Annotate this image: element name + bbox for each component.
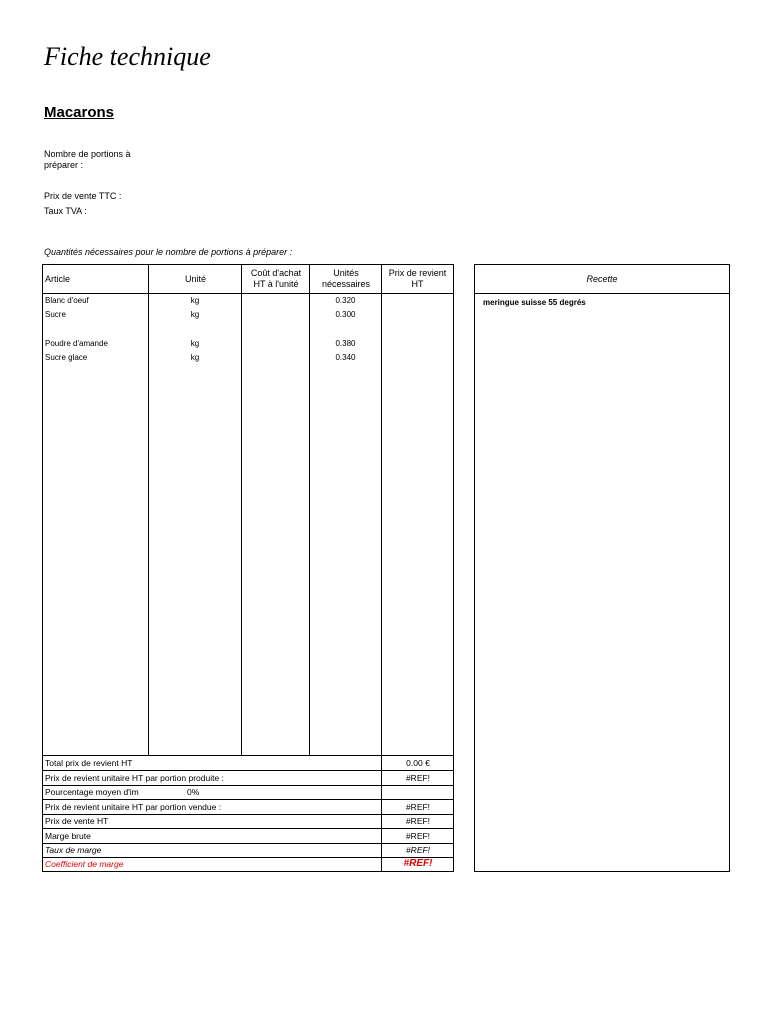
summary-label-unit-cost-produced: Prix de revient unitaire HT par portion produite : bbox=[45, 773, 224, 783]
row-1-article: Blanc d'oeuf bbox=[45, 296, 89, 305]
col-header-unites: Unités nécessaires bbox=[310, 265, 382, 294]
summary-label-prix-vente-ht: Prix de vente HT bbox=[45, 816, 109, 826]
summary-value-prix-vente-ht: #REF! bbox=[405, 816, 431, 826]
recipe-text: meringue suisse 55 degrés bbox=[483, 298, 586, 307]
portions-label-line1: Nombre de portions à bbox=[44, 149, 131, 159]
row-2-qty: 0.300 bbox=[335, 310, 356, 319]
row-4-unite: kg bbox=[190, 353, 200, 362]
col-divider bbox=[241, 265, 242, 755]
summary-label-unit-cost-sold: Prix de revient unitaire HT par portion vendue : bbox=[45, 802, 222, 812]
tva-label: Taux TVA : bbox=[44, 206, 87, 216]
summary-value-total: 0.00 € bbox=[406, 758, 430, 768]
col-header-unite: Unité bbox=[149, 265, 242, 294]
recipe-name: Macarons bbox=[44, 104, 115, 121]
summary-value-percentage: 0% bbox=[187, 787, 200, 797]
summary-label-coefficient: Coefficient de marge bbox=[45, 859, 124, 869]
summary-label-marge-brute: Marge brute bbox=[45, 831, 91, 841]
col-header-article: Article bbox=[43, 265, 149, 294]
summary-value-coefficient: #REF! bbox=[403, 858, 433, 869]
page-title: Fiche technique bbox=[44, 42, 211, 71]
summary-value-marge-brute: #REF! bbox=[405, 831, 431, 841]
row-3-unite: kg bbox=[190, 339, 200, 348]
row-4-article: Sucre glace bbox=[45, 353, 88, 362]
summary-label-taux-marge: Taux de marge bbox=[45, 845, 102, 855]
col-header-prix: Prix de revient HT bbox=[382, 265, 453, 294]
row-3-qty: 0.380 bbox=[335, 339, 356, 348]
row-2-article: Sucre bbox=[45, 310, 66, 319]
row-1-unite: kg bbox=[190, 296, 200, 305]
prix-vente-label: Prix de vente TTC : bbox=[44, 191, 122, 201]
portions-label-line2: préparer : bbox=[44, 160, 84, 170]
ingredients-table bbox=[42, 264, 454, 872]
col-divider bbox=[381, 265, 382, 871]
summary-label-total: Total prix de revient HT bbox=[45, 758, 133, 768]
table-title: Quantités nécessaires pour le nombre de portions à préparer : bbox=[44, 247, 293, 257]
col-header-cout: Coût d'achat HT à l'unité bbox=[242, 265, 310, 294]
row-1-qty: 0.320 bbox=[335, 296, 356, 305]
recipe-box bbox=[474, 264, 730, 872]
summary-value-taux-marge: #REF! bbox=[405, 845, 431, 855]
row-3-article: Poudre d'amande bbox=[45, 339, 108, 348]
recipe-header: Recette bbox=[475, 265, 729, 294]
summary-value-unit-cost-sold: #REF! bbox=[405, 802, 431, 812]
summary-value-unit-cost-produced: #REF! bbox=[405, 773, 431, 783]
row-2-unite: kg bbox=[190, 310, 200, 319]
summary-label-percentage: Pourcentage moyen d'im bbox=[45, 787, 139, 797]
row-4-qty: 0.340 bbox=[335, 353, 356, 362]
